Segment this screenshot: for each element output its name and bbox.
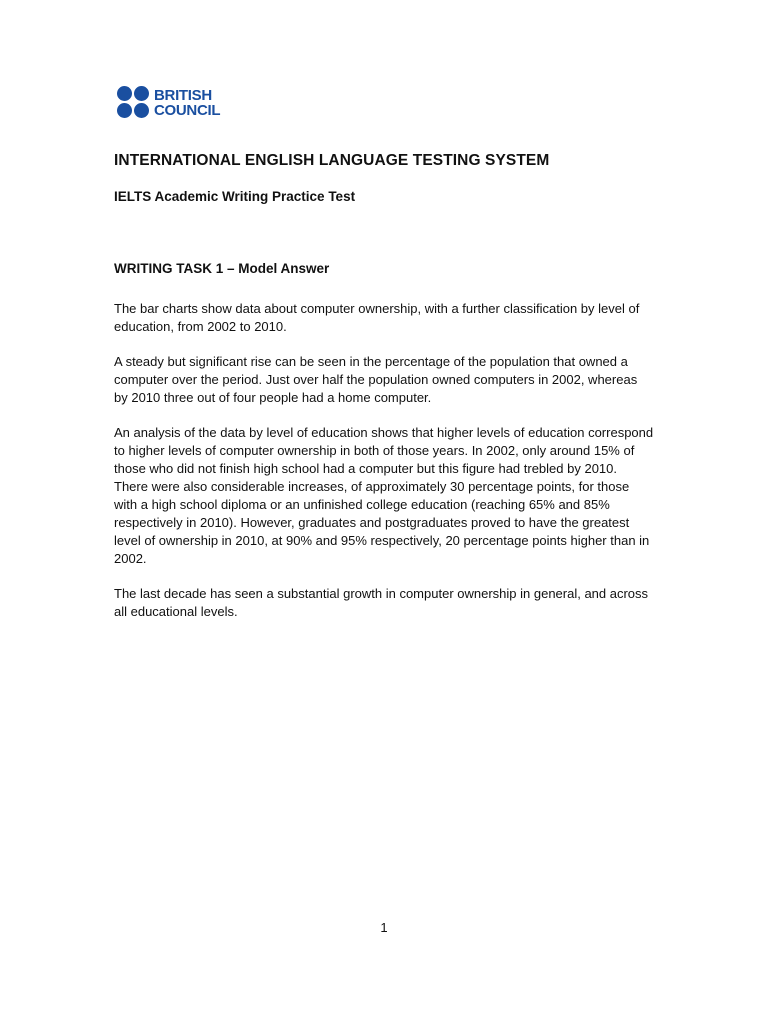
paragraph-2: A steady but significant rise can be seen in the percentage of the population that owned a computer over the period. Just over half the population owned computers in 2002, whereas by 2010 three out of four people had a home computer.: [114, 354, 638, 405]
logo-text: [154, 88, 220, 118]
document-title: INTERNATIONAL ENGLISH LANGUAGE TESTING SYSTEM: [114, 152, 550, 169]
paragraph-1: The bar charts show data about computer ownership, with a further classification by level of education, from 2002 to 2010.: [114, 301, 640, 334]
document-subtitle: IELTS Academic Writing Practice Test: [114, 189, 356, 204]
task-heading: WRITING TASK 1 – Model Answer: [114, 261, 330, 276]
paragraph-4: The last decade has seen a substantial growth in computer ownership in general, and across all educational levels.: [114, 586, 649, 619]
british-council-logo: [117, 86, 220, 119]
logo-line-2: COUNCIL: [154, 101, 221, 119]
model-answer-body: [114, 300, 654, 638]
paragraph-3: An analysis of the data by level of education shows that higher levels of education correspond to higher levels of computer ownership in both of those years. In 2002, only around 15% of those who did not finish high school had a computer but this figure had trebled by 2010. There were also considerable increases, of approximately 30 percentage points, for those with a high school diploma or an unfinished college education (reaching 65% and 85% respectively in 2010). However, graduates and postgraduates proved to have the greatest level of ownership in 2010, at 90% and 95% respectively, 20 percentage points higher than in 2002.: [114, 425, 654, 566]
logo-line-1: BRITISH: [154, 86, 212, 104]
logo-dots-icon: [117, 86, 150, 119]
page-number: 1: [380, 920, 388, 935]
